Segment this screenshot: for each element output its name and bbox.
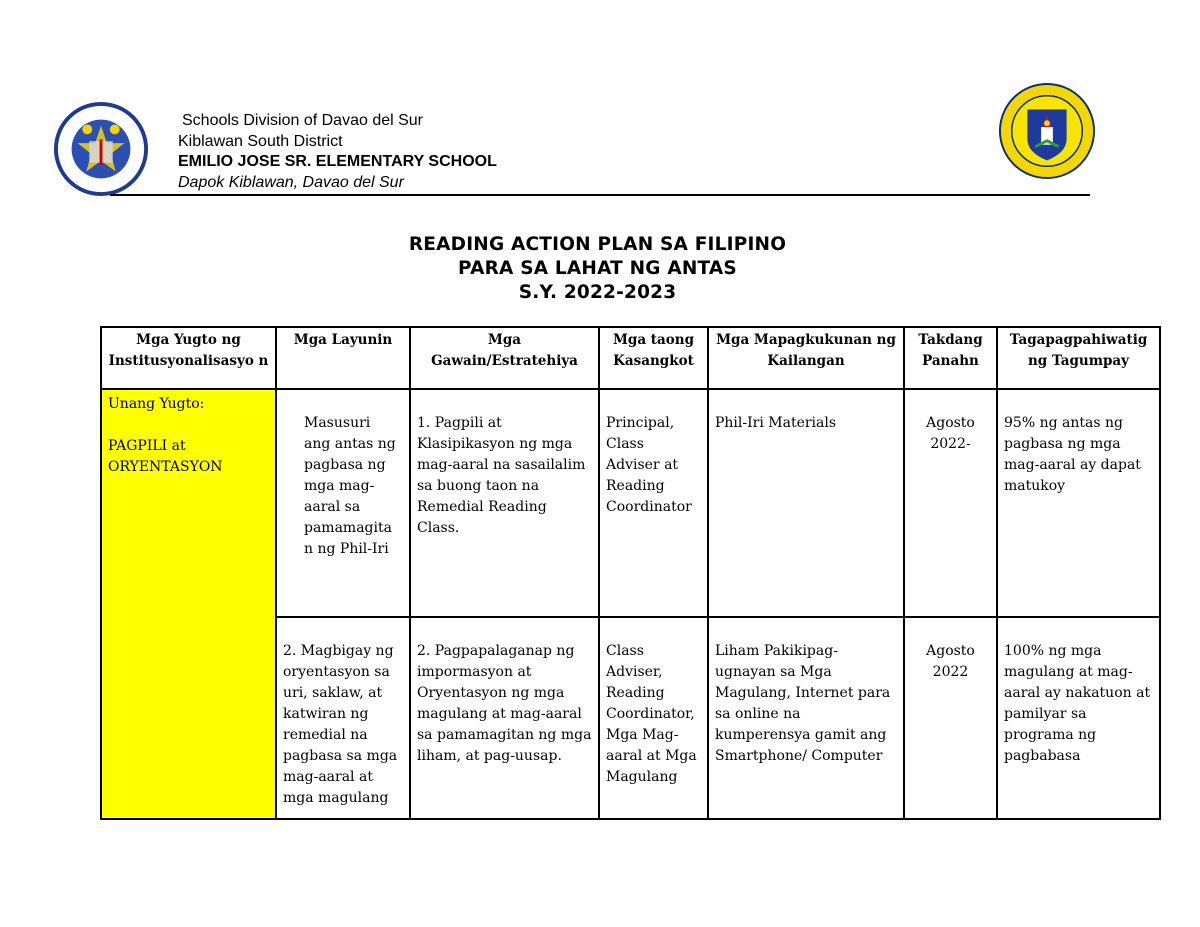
header-layunin: Mga Layunin xyxy=(276,327,410,389)
cell-layunin: Masusuri ang antas ng pagbasa ng mga mag-aaral sa pamamagita n ng Phil-Iri xyxy=(276,389,410,617)
table-header-row xyxy=(101,327,1160,389)
deped-seal-logo xyxy=(52,100,150,198)
cell-tagumpay: 100% ng mga magulang at mag-aaral ay nakatuon at pamilyar sa programa ng pagbabasa xyxy=(997,617,1160,819)
school-address: Dapok Kiblawan, Davao del Sur xyxy=(178,173,404,191)
table-row xyxy=(101,389,1160,617)
header-panahon: Takdang Panahn xyxy=(904,327,997,389)
header-divider xyxy=(110,194,1090,196)
header-gawain: Mga Gawain/Estratehiya xyxy=(410,327,599,389)
cell-kasangkot: Principal, Class Adviser at Reading Coordinator xyxy=(599,389,708,617)
stage-label: Unang Yugto: xyxy=(108,396,205,412)
division-name: Schools Division of Davao del Sur xyxy=(182,112,424,129)
cell-gawain: 2. Pagpapalaganap ng impormasyon at Oryentasyon ng mga magulang at mag-aaral sa pamamagitan ng mga liham, at pag-uusap. xyxy=(410,617,599,819)
header-yugto: Mga Yugto ng Institusyonalisasyo n xyxy=(101,327,276,389)
document-title xyxy=(0,233,1195,305)
stage-name: PAGPILI at ORYENTASYON xyxy=(108,438,223,475)
cell-mapagkukunan: Liham Pakikipag-ugnayan sa Mga Magulang, Internet para sa online na kumperensya gamit ang Smartphone/ Computer xyxy=(708,617,904,819)
header-mapagkukunan: Mga Mapagkukunan ng Kailangan xyxy=(708,327,904,389)
school-header xyxy=(178,111,497,193)
title-line-2: PARA SA LAHAT NG ANTAS xyxy=(458,258,737,279)
title-line-1: READING ACTION PLAN SA FILIPINO xyxy=(408,234,787,255)
cell-panahon: Agosto 2022 xyxy=(904,617,997,819)
stage-cell xyxy=(101,389,276,819)
cell-panahon: Agosto 2022- xyxy=(904,389,997,617)
cell-mapagkukunan: Phil-Iri Materials xyxy=(708,389,904,617)
cell-gawain: 1. Pagpili at Klasipikasyon ng mga mag-aaral na sasailalim sa buong taon na Remedial Reading Class. xyxy=(410,389,599,617)
cell-tagumpay: 95% ng antas ng pagbasa ng mga mag-aaral ay dapat matukoy xyxy=(997,389,1160,617)
cell-kasangkot: Class Adviser, Reading Coordinator, Mga Mag-aaral at Mga Magulang xyxy=(599,617,708,819)
school-seal-logo xyxy=(998,82,1096,180)
district-name: Kiblawan South District xyxy=(178,132,343,150)
header-kasangkot: Mga taong Kasangkot xyxy=(599,327,708,389)
cell-layunin: 2. Magbigay ng oryentasyon sa uri, saklaw, at katwiran ng remedial na pagbasa sa mga mag-aaral at mga magulang xyxy=(276,617,410,819)
action-plan-table xyxy=(100,326,1161,820)
title-line-3: S.Y. 2022-2023 xyxy=(518,282,677,303)
school-name: EMILIO JOSE SR. ELEMENTARY SCHOOL xyxy=(178,153,497,170)
header-tagumpay: Tagapagpahiwatig ng Tagumpay xyxy=(997,327,1160,389)
